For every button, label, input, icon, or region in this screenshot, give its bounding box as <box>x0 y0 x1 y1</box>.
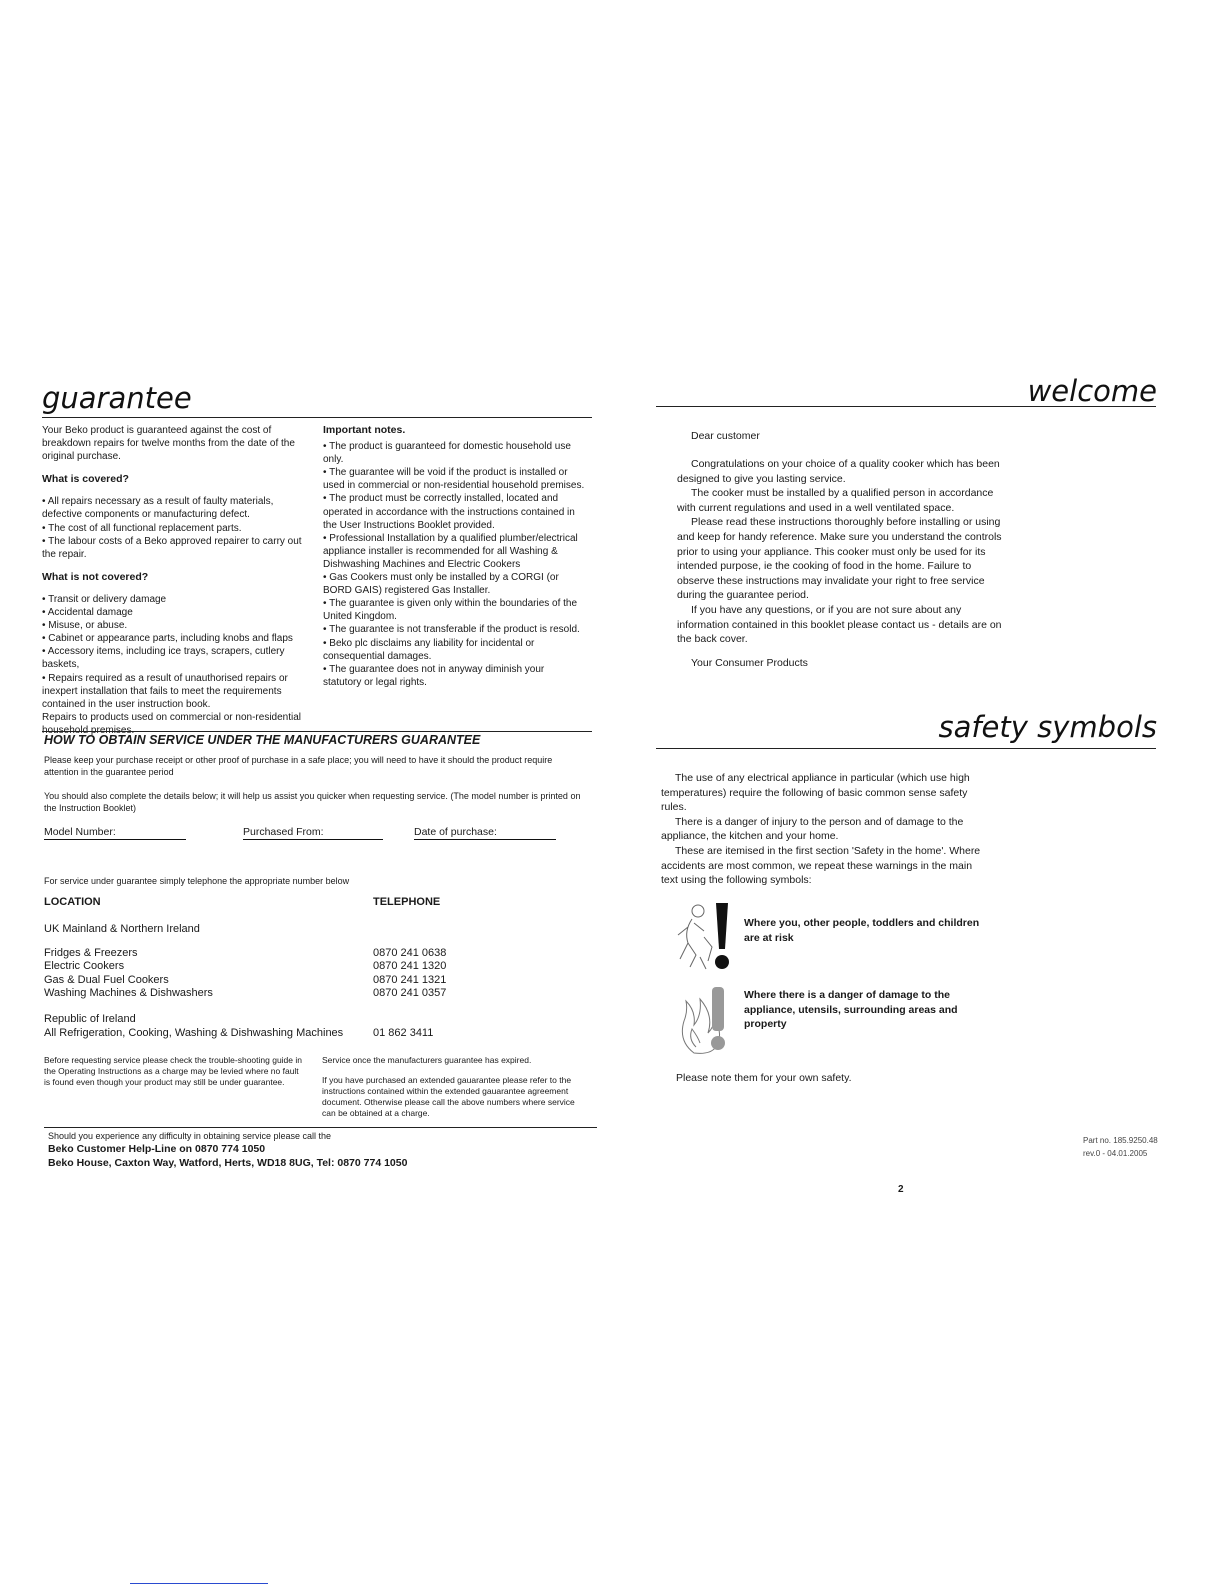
not-covered-item: • Repairs required as a result of unauthorised repairs or inexpert installation that fails to meet the requirements contained in the user instruction book. <box>42 672 304 711</box>
uk-row-phone: 0870 241 1321 <box>373 974 447 986</box>
welcome-paragraph: The cooker must be installed by a qualified person in accordance with current regulations and used in a well ventilated space. <box>677 487 994 514</box>
service-para1: Please keep your purchase receipt or other proof of purchase in a safe place; you will need to have it should the product require attention in the guarantee period <box>44 755 553 777</box>
phone-intro: For service under guarantee simply telephone the appropriate number below <box>44 876 350 886</box>
covered-item: • All repairs necessary as a result of faulty materials, defective components or manufacturing defect. <box>42 495 304 521</box>
notes-item: • Beko plc disclaims any liability for incidental or consequential damages. <box>323 637 585 663</box>
welcome-greeting: Dear customer <box>691 430 760 442</box>
welcome-paragraph: Congratulations on your choice of a quality cooker which has been designed to give you lasting service. <box>677 458 1000 485</box>
page-number: 2 <box>898 1184 904 1195</box>
welcome-paragraph: If you have any questions, or if you are not sure about any information contained in this booklet please contact us - details are on the back cover. <box>677 603 1002 646</box>
notes-item: • The guarantee is not transferable if the product is resold. <box>323 623 585 636</box>
guarantee-heading-rule <box>42 417 592 418</box>
notes-item: • Gas Cookers must only be installed by a CORGI (or BORD GAIS) registered Gas Installer. <box>323 571 585 597</box>
safety-paragraph: These are itemised in the first section 'Safety in the home'. Where accidents are most common, we repeat these warnings in the main text using the following symbols: <box>661 844 981 887</box>
not-covered-item: • Transit or delivery damage <box>42 593 304 606</box>
telephone-column-header: TELEPHONE <box>373 896 441 908</box>
ie-row-phone: 01 862 3411 <box>373 1027 434 1039</box>
notes-item: • Professional Installation by a qualified plumber/electrical appliance installer is recommended for all Washing & Dishwashing Machines and Electric Cookers <box>323 532 585 571</box>
guarantee-left-column <box>42 424 304 737</box>
welcome-heading-rule <box>656 406 1156 407</box>
uk-row-name: Washing Machines & Dishwashers <box>44 987 213 999</box>
welcome-signoff: Your Consumer Products <box>691 657 808 669</box>
region-ireland: Republic of Ireland <box>44 1013 136 1025</box>
notes-item: • The product is guaranteed for domestic household use only. <box>323 440 585 466</box>
uk-row-name: Gas & Dual Fuel Cookers <box>44 974 169 986</box>
covered-title: What is covered? <box>42 473 129 486</box>
guarantee-intro: Your Beko product is guaranteed against the cost of breakdown repairs for twelve months from the date of the original purchase. <box>42 425 295 463</box>
covered-item: • The labour costs of a Beko approved repairer to carry out the repair. <box>42 535 304 561</box>
address-text: Beko House, Caxton Way, Watford, Herts, WD18 8UG, Tel: 0870 774 1050 <box>48 1157 408 1169</box>
uk-row-phone: 0870 241 1320 <box>373 960 447 972</box>
safety-heading: safety symbols <box>938 710 1157 744</box>
footer-link-underline <box>130 1583 268 1584</box>
footnote-right-title: Service once the manufacturers guarantee has expired. <box>322 1055 532 1065</box>
service-top-rule <box>42 731 592 732</box>
not-covered-item: • Misuse, or abuse. <box>42 619 304 632</box>
ie-row-name: All Refrigeration, Cooking, Washing & Dishwashing Machines <box>44 1027 344 1039</box>
helpline-text: Beko Customer Help-Line on 0870 774 1050 <box>48 1143 266 1155</box>
footnote-left: Before requesting service please check the trouble-shooting guide in the Operating Instructions as a charge may be levied where no fault is found even though your product may still be under guarantee. <box>44 1055 302 1087</box>
service-title: HOW TO OBTAIN SERVICE UNDER THE MANUFACTURERS GUARANTEE <box>44 733 481 747</box>
uk-row-name: Electric Cookers <box>44 960 125 972</box>
not-covered-extra: Repairs to products used on commercial or non-residential household premises. <box>42 711 302 736</box>
part-number: Part no. 185.9250.48 <box>1083 1136 1158 1145</box>
welcome-body <box>677 457 1003 647</box>
safety-heading-rule <box>656 748 1156 749</box>
symbol1-text: Where you, other people, toddlers and children are at risk <box>744 917 980 944</box>
not-covered-item: • Accessory items, including ice trays, scrapers, cutlery baskets, <box>42 645 304 671</box>
guarantee-notes-column <box>323 424 585 689</box>
difficulty-text: Should you experience any difficulty in obtaining service please call the <box>48 1131 332 1141</box>
guarantee-heading: guarantee <box>42 381 192 415</box>
notes-title: Important notes. <box>323 424 406 436</box>
notes-item: • The guarantee will be void if the product is installed or used in commercial or non-residential household premises. <box>323 466 585 492</box>
not-covered-item: • Accidental damage <box>42 606 304 619</box>
model-number-field[interactable]: Model Number: <box>44 826 186 840</box>
notes-item: • The guarantee does not in anyway diminish your statutory or legal rights. <box>323 663 585 689</box>
covered-item: • The cost of all functional replacement parts. <box>42 522 304 535</box>
notes-item: • The guarantee is given only within the boundaries of the United Kingdom. <box>323 597 585 623</box>
revision: rev.0 - 04.01.2005 <box>1083 1149 1148 1158</box>
safety-paragraph: There is a danger of injury to the person and of damage to the appliance, the kitchen and your home. <box>661 815 964 843</box>
uk-row-phone: 0870 241 0638 <box>373 947 447 959</box>
service-para2: You should also complete the details below; it will help us assist you quicker when requesting service. (The model number is printed on the Instruction Booklet) <box>44 791 581 813</box>
purchased-from-field[interactable]: Purchased From: <box>243 826 383 840</box>
fire-warning-icon <box>674 981 742 1057</box>
region-uk: UK Mainland & Northern Ireland <box>44 923 200 935</box>
footnote-right-block <box>322 1055 588 1119</box>
symbol2-text: Where there is a danger of damage to the appliance, utensils, surrounding areas and property <box>744 989 958 1030</box>
not-covered-item: • Cabinet or appearance parts, including knobs and flaps <box>42 632 304 645</box>
uk-row-phone: 0870 241 0357 <box>373 987 447 999</box>
location-column-header: LOCATION <box>44 896 101 908</box>
date-of-purchase-field[interactable]: Date of purchase: <box>414 826 556 840</box>
safety-closing: Please note them for your own safety. <box>676 1072 852 1084</box>
person-warning-icon <box>674 897 742 973</box>
uk-row-name: Fridges & Freezers <box>44 947 138 959</box>
safety-body <box>661 771 985 888</box>
welcome-paragraph: Please read these instructions thoroughly before installing or using and keep for handy reference. Make sure you understand the controls prior to using your appliance. This cooker must only be used for its intended purpose, ie the cooking of food in the home. Failure to observe these instructions may invalidate your right to free service during the guarantee period. <box>677 516 1002 602</box>
safety-paragraph: The use of any electrical appliance in particular (which use high temperatures) require the following of basic common sense safety rules. <box>661 772 970 814</box>
welcome-heading: welcome <box>1027 374 1157 408</box>
notes-item: • The product must be correctly installed, located and operated in accordance with the instructions contained in the User Instructions Booklet provided. <box>323 492 585 531</box>
not-covered-title: What is not covered? <box>42 570 149 583</box>
service-bottom-rule <box>44 1127 597 1128</box>
footnote-right-text: If you have purchased an extended gauarantee please refer to the instructions contained within the extended gauarantee agreement document. Otherwise please call the above numbers where service can be obtained at a charge. <box>322 1075 575 1118</box>
